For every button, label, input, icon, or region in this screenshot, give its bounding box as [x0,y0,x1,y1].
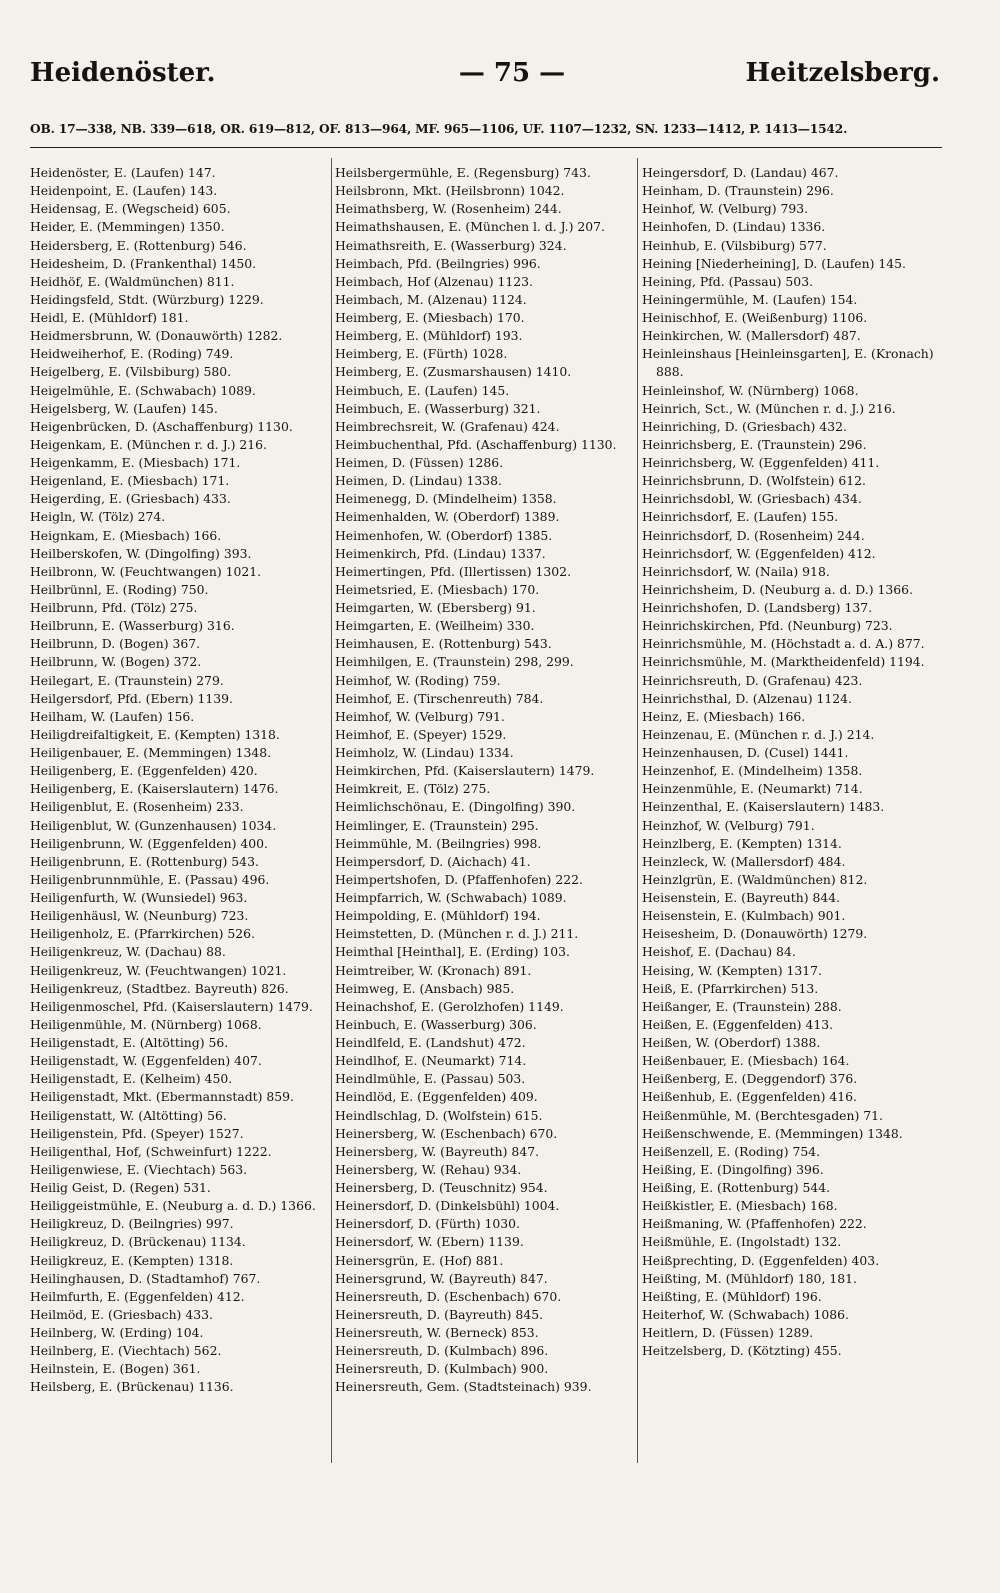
gazetteer-entry: Heigelberg, E. (Vilsbiburg) 580. [30,364,232,380]
gazetteer-entry: Heinersdorf, W. (Ebern) 1139. [335,1234,524,1250]
gazetteer-entry: Heinrichsbrunn, D. (Wolfstein) 612. [642,473,866,489]
gazetteer-entry: Heißting, E. (Mühldorf) 196. [642,1288,822,1304]
gazetteer-entry: Heinersberg, W. (Rehau) 934. [335,1161,522,1177]
gazetteer-entry: Heiligenbrunnmühle, E. (Passau) 496. [30,871,270,887]
gazetteer-entry: Heimberg, E. (Miesbach) 170. [335,310,525,325]
gazetteer-entry: Heimhof, W. (Velburg) 791. [335,708,505,724]
gazetteer-entry: Heiligenstatt, W. (Altötting) 56. [30,1107,227,1123]
gazetteer-entry: Heiligkreuz, D. (Beilngries) 997. [30,1216,234,1232]
gazetteer-entry: Heimbuch, E. (Wasserburg) 321. [335,400,541,416]
gazetteer-entry: Heimen, D. (Füssen) 1286. [335,455,504,470]
gazetteer-entry: Heiligenmoschel, Pfd. (Kaiserslautern) 1479. [30,998,313,1014]
header-first-entry: Heidenöster. [30,58,216,88]
gazetteer-entry: Heimberg, E. (Zusmarshausen) 1410. [335,364,572,380]
gazetteer-entry: Heimenegg, D. (Mindelheim) 1358. [335,491,557,507]
gazetteer-entry: Heinrichskirchen, Pfd. (Neunburg) 723. [642,618,893,634]
gazetteer-entry: Heilnstein, E. (Bogen) 361. [30,1361,201,1377]
gazetteer-entry: Heilnberg, W. (Erding) 104. [30,1325,204,1340]
gazetteer-entry: Heinersreuth, D. (Kulmbach) 896. [335,1343,549,1359]
gazetteer-entry: Heimathsreith, E. (Wasserburg) 324. [335,237,567,253]
gazetteer-entry: Heilberskofen, W. (Dingolfing) 393. [30,545,252,561]
gazetteer-entry: Heißting, M. (Mühldorf) 180, 181. [642,1270,857,1286]
gazetteer-entry: Heimetsried, E. (Miesbach) 170. [335,581,540,597]
gazetteer-entry: Heimkirchen, Pfd. (Kaiserslautern) 1479. [335,763,595,779]
gazetteer-entry: Heimholz, W. (Lindau) 1334. [335,745,514,760]
gazetteer-entry: Heinham, D. (Traunstein) 296. [642,183,834,199]
gazetteer-entry: Heiligenthal, Hof, (Schweinfurt) 1222. [30,1143,272,1159]
gazetteer-entry: Heiligenwiese, E. (Viechtach) 563. [30,1161,248,1177]
gazetteer-entry: Heiligenbrunn, E. (Rottenburg) 543. [30,853,259,869]
entry-column-1 [30,164,328,1397]
gazetteer-entry: Heimkreit, E. (Tölz) 275. [335,781,491,797]
gazetteer-entry: Heishof, E. (Dachau) 84. [642,944,796,960]
gazetteer-entry: Heimtreiber, W. (Kronach) 891. [335,962,532,978]
gazetteer-entry: Heinrichsberg, W. (Eggenfelden) 411. [642,455,880,470]
gazetteer-entry: Heigenkam, E. (München r. d. J.) 216. [30,436,267,452]
gazetteer-entry: Heimpfarrich, W. (Schwabach) 1089. [335,890,567,905]
gazetteer-entry: Heimstetten, D. (München r. d. J.) 211. [335,926,579,942]
gazetteer-entry: Heindlmühle, E. (Passau) 503. [335,1071,526,1087]
gazetteer-entry: Heilinghausen, D. (Stadtamhof) 767. [30,1270,261,1286]
gazetteer-entry: Heiligenstadt, Mkt. (Ebermannstadt) 859. [30,1089,294,1105]
gazetteer-entry: Heimen, D. (Lindau) 1338. [335,473,502,489]
gazetteer-entry: Heimathshausen, E. (München l. d. J.) 207. [335,219,605,235]
gazetteer-entry: Heimhof, W. (Roding) 759. [335,672,501,688]
gazetteer-entry: Heinrichsmühle, M. (Höchstadt a. d. A.) 877. [642,636,925,652]
gazetteer-entry: Heigelmühle, E. (Schwabach) 1089. [30,382,256,398]
gazetteer-entry: Heimgarten, W. (Ebersberg) 91. [335,600,536,615]
gazetteer-entry: Heiligenbauer, E. (Memmingen) 1348. [30,745,272,760]
gazetteer-entry: Heindlfeld, E. (Landshut) 472. [335,1035,526,1050]
gazetteer-entry: Heilegart, E. (Traunstein) 279. [30,672,224,688]
gazetteer-entry: Heiligdreifaltigkeit, E. (Kempten) 1318. [30,726,280,742]
gazetteer-entry: Heimbach, Pfd. (Beilngries) 996. [335,255,541,271]
gazetteer-entry: Heiligenfurth, W. (Wunsiedel) 963. [30,890,248,905]
gazetteer-entry: Heinhofen, D. (Lindau) 1336. [642,219,826,235]
gazetteer-entry: Heimbrechsreit, W. (Grafenau) 424. [335,418,560,434]
gazetteer-entry: Heinersgrün, E. (Hof) 881. [335,1252,504,1268]
gazetteer-entry: Heilham, W. (Laufen) 156. [30,708,195,724]
gazetteer-entry: Heilbronn, W. (Feuchtwangen) 1021. [30,563,262,579]
gazetteer-entry: Heinischhof, E. (Weißenburg) 1106. [642,310,868,325]
gazetteer-entry: Heißmühle, E. (Ingolstadt) 132. [642,1234,842,1250]
gazetteer-entry: Heimbach, M. (Alzenau) 1124. [335,291,527,307]
gazetteer-entry: Heimhof, E. (Tirschenreuth) 784. [335,690,544,706]
gazetteer-entry: Heinzlberg, E. (Kempten) 1314. [642,835,842,851]
entry-column-3 [642,164,940,1360]
gazetteer-entry: Heinersreuth, D. (Kulmbach) 900. [335,1361,549,1377]
gazetteer-entry: Heindlhof, E. (Neumarkt) 714. [335,1053,527,1069]
gazetteer-entry: Heinrichsreuth, D. (Grafenau) 423. [642,672,863,688]
gazetteer-entry: Heinkirchen, W. (Mallersdorf) 487. [642,328,861,344]
gazetteer-entry: Heilsbronn, Mkt. (Heilsbronn) 1042. [335,183,565,199]
gazetteer-entry: Heinersreuth, Gem. (Stadtsteinach) 939. [335,1379,592,1395]
gazetteer-entry: Heißprechting, D. (Eggenfelden) 403. [642,1252,880,1268]
gazetteer-entry: Heilmfurth, E. (Eggenfelden) 412. [30,1288,245,1304]
gazetteer-entry: Heilnberg, E. (Viechtach) 562. [30,1343,222,1359]
gazetteer-entry: Heiligenstadt, E. (Altötting) 56. [30,1035,229,1050]
gazetteer-entry: Heißen, E. (Eggenfelden) 413. [642,1016,834,1032]
gazetteer-entry: Heinersgrund, W. (Bayreuth) 847. [335,1270,548,1286]
gazetteer-entry: Heigln, W. (Tölz) 274. [30,509,166,525]
header-rule [30,147,942,148]
page-number: — 75 — [458,58,566,88]
gazetteer-entry: Heinzhof, W. (Velburg) 791. [642,817,815,833]
gazetteer-entry: Heidingsfeld, Stdt. (Würzburg) 1229. [30,291,264,307]
gazetteer-entry: Heißanger, E. (Traunstein) 288. [642,998,842,1014]
gazetteer-entry: Heinbuch, E. (Wasserburg) 306. [335,1016,537,1032]
gazetteer-entry: Heimpertshofen, D. (Pfaffenhofen) 222. [335,871,583,887]
gazetteer-entry: Heigenbrücken, D. (Aschaffenburg) 1130. [30,418,293,434]
column-divider-1 [331,158,332,1463]
gazetteer-entry: Heinrich, Sct., W. (München r. d. J.) 216. [642,400,896,416]
gazetteer-entry: Heimbach, Hof (Alzenau) 1123. [335,273,533,289]
gazetteer-entry: Heining [Niederheining], D. (Laufen) 145. [642,255,906,271]
gazetteer-entry: Heigerding, E. (Griesbach) 433. [30,491,231,507]
gazetteer-entry: Heimmühle, M. (Beilngries) 998. [335,835,542,851]
gazetteer-entry: Heidesheim, D. (Frankenthal) 1450. [30,255,257,271]
gazetteer-entry: Heidmersbrunn, W. (Donauwörth) 1282. [30,328,283,344]
gazetteer-entry: Heinersberg, W. (Bayreuth) 847. [335,1143,540,1159]
gazetteer-entry: Heinrichsheim, D. (Neuburg a. d. D.) 1366. [642,581,913,597]
gazetteer-entry: Heimthal [Heinthal], E. (Erding) 103. [335,944,570,960]
gazetteer-entry: Heinrichsberg, E. (Traunstein) 296. [642,436,867,452]
gazetteer-entry: Heißenberg, E. (Deggendorf) 376. [642,1071,858,1087]
gazetteer-entry: Heilsberg, E. (Brückenau) 1136. [30,1379,234,1395]
gazetteer-entry: Heinachshof, E. (Gerolzhofen) 1149. [335,998,564,1014]
gazetteer-entry: Heidensag, E. (Wegscheid) 605. [30,201,231,217]
gazetteer-entry: Heimenhofen, W. (Oberdorf) 1385. [335,527,553,543]
column-divider-2 [637,158,638,1463]
gazetteer-entry: Heiligenhäusl, W. (Neunburg) 723. [30,908,249,924]
gazetteer-entry: Heidenpoint, E. (Laufen) 143. [30,183,218,199]
gazetteer-entry: Heignkam, E. (Miesbach) 166. [30,527,222,543]
gazetteer-entry: Heißenzell, E. (Roding) 754. [642,1143,821,1159]
gazetteer-entry: Heiningermühle, M. (Laufen) 154. [642,291,858,307]
gazetteer-entry: Heinleinshaus [Heinleinsgarten], E. (Kronach) 888. [642,346,934,380]
running-header [30,58,940,98]
gazetteer-entry: Heinzenhausen, D. (Cusel) 1441. [642,745,849,760]
gazetteer-entry: Heinrichsmühle, M. (Marktheidenfeld) 1194. [642,654,925,670]
gazetteer-entry: Heinzenmühle, E. (Neumarkt) 714. [642,781,863,797]
gazetteer-entry: Heising, W. (Kempten) 1317. [642,962,822,978]
gazetteer-entry: Heinleinshof, W. (Nürnberg) 1068. [642,382,859,398]
gazetteer-entry: Heinersberg, D. (Teuschnitz) 954. [335,1180,548,1195]
gazetteer-entry: Heinersreuth, D. (Eschenbach) 670. [335,1288,562,1304]
gazetteer-entry: Heisenstein, E. (Kulmbach) 901. [642,908,846,924]
gazetteer-entry: Heining, Pfd. (Passau) 503. [642,273,814,289]
gazetteer-entry: Heimenhalden, W. (Oberdorf) 1389. [335,509,560,525]
gazetteer-entry: Heimenkirch, Pfd. (Lindau) 1337. [335,545,546,561]
gazetteer-entry: Heidenöster, E. (Laufen) 147. [30,165,216,180]
gazetteer-entry: Heidhöf, E. (Waldmünchen) 811. [30,273,235,289]
gazetteer-entry: Heimhof, E. (Speyer) 1529. [335,726,507,742]
header-last-entry: Heitzelsberg. [745,58,940,88]
gazetteer-entry: Heimlichschönau, E. (Dingolfing) 390. [335,799,576,815]
gazetteer-entry: Heimberg, E. (Fürth) 1028. [335,346,508,362]
gazetteer-entry: Heimgarten, E. (Weilheim) 330. [335,618,535,634]
gazetteer-entry: Heilbrünnl, E. (Roding) 750. [30,581,209,597]
gazetteer-entry: Heiligenstadt, W. (Eggenfelden) 407. [30,1053,262,1069]
gazetteer-entry: Heimweg, E. (Ansbach) 985. [335,980,515,996]
gazetteer-entry: Heitlern, D. (Füssen) 1289. [642,1325,814,1340]
gazetteer-entry: Heinriching, D. (Griesbach) 432. [642,418,847,434]
gazetteer-entry: Heimathsberg, W. (Rosenheim) 244. [335,201,562,217]
gazetteer-entry: Heinrichsthal, D. (Alzenau) 1124. [642,690,852,706]
gazetteer-entry: Heidweiherhof, E. (Roding) 749. [30,346,234,362]
gazetteer-entry: Heisenstein, E. (Bayreuth) 844. [642,890,841,905]
gazetteer-entry: Heiligenberg, E. (Kaiserslautern) 1476. [30,781,279,797]
gazetteer-entry: Heinersreuth, W. (Berneck) 853. [335,1325,539,1340]
gazetteer-entry: Heiligenblut, W. (Gunzenhausen) 1034. [30,817,277,833]
gazetteer-entry: Heilgersdorf, Pfd. (Ebern) 1139. [30,690,233,706]
gazetteer-entry: Heinzenau, E. (München r. d. J.) 214. [642,726,875,742]
gazetteer-entry: Heilmöd, E. (Griesbach) 433. [30,1306,213,1322]
gazetteer-entry: Heinzleck, W. (Mallersdorf) 484. [642,853,846,869]
gazetteer-entry: Heinersdorf, D. (Dinkelsbühl) 1004. [335,1198,560,1214]
gazetteer-entry: Heiligenstadt, E. (Kelheim) 450. [30,1071,233,1087]
gazetteer-entry: Heiligenstein, Pfd. (Speyer) 1527. [30,1125,244,1141]
gazetteer-entry: Heißen, W. (Oberdorf) 1388. [642,1035,821,1050]
gazetteer-entry: Heingersdorf, D. (Landau) 467. [642,165,839,180]
gazetteer-entry: Heilbrunn, W. (Bogen) 372. [30,654,202,670]
gazetteer-entry: Heißing, E. (Rottenburg) 544. [642,1180,831,1195]
gazetteer-entry: Heilig Geist, D. (Regen) 531. [30,1180,211,1195]
gazetteer-entry: Heißmaning, W. (Pfaffenhofen) 222. [642,1216,867,1232]
gazetteer-entry: Heißing, E. (Dingolfing) 396. [642,1161,824,1177]
gazetteer-entry: Heinhub, E. (Vilsbiburg) 577. [642,237,827,253]
gazetteer-entry: Heinersreuth, D. (Bayreuth) 845. [335,1306,544,1322]
gazetteer-entry: Heisesheim, D. (Donauwörth) 1279. [642,926,868,942]
gazetteer-entry: Heimpersdorf, D. (Aichach) 41. [335,853,531,869]
gazetteer-entry: Heiligenkreuz, W. (Dachau) 88. [30,944,226,960]
gazetteer-entry: Heiligenberg, E. (Eggenfelden) 420. [30,763,258,779]
gazetteer-entry: Heiligenbrunn, W. (Eggenfelden) 400. [30,835,268,851]
gazetteer-entry: Heinz, E. (Miesbach) 166. [642,708,806,724]
gazetteer-entry: Heiligenkreuz, W. (Feuchtwangen) 1021. [30,962,287,978]
gazetteer-entry: Heinrichsdobl, W. (Griesbach) 434. [642,491,862,507]
gazetteer-entry: Heinzenhof, E. (Mindelheim) 1358. [642,763,863,779]
gazetteer-entry: Heigenkamm, E. (Miesbach) 171. [30,455,241,470]
gazetteer-entry: Heiß, E. (Pfarrkirchen) 513. [642,980,819,996]
gazetteer-entry: Heimlinger, E. (Traunstein) 295. [335,817,539,833]
gazetteer-entry: Heiligenblut, E. (Rosenheim) 233. [30,799,244,815]
gazetteer-entry: Heißenschwende, E. (Memmingen) 1348. [642,1125,903,1141]
gazetteer-entry: Heitzelsberg, D. (Kötzting) 455. [642,1343,842,1359]
gazetteer-entry: Heindlschlag, D. (Wolfstein) 615. [335,1107,543,1123]
gazetteer-entry: Heilbrunn, D. (Bogen) 367. [30,636,201,652]
gazetteer-entry: Heilbrunn, E. (Wasserburg) 316. [30,618,235,634]
gazetteer-entry: Heißenmühle, M. (Berchtesgaden) 71. [642,1107,883,1123]
gazetteer-entry: Heidl, E. (Mühldorf) 181. [30,310,189,325]
gazetteer-entry: Heißenhub, E. (Eggenfelden) 416. [642,1089,857,1105]
gazetteer-entry: Heinhof, W. (Velburg) 793. [642,201,809,217]
gazetteer-entry: Heilsbergermühle, E. (Regensburg) 743. [335,165,591,180]
gazetteer-entry: Heimbuch, E. (Laufen) 145. [335,382,510,398]
gazetteer-entry: Heinersdorf, D. (Fürth) 1030. [335,1216,520,1232]
gazetteer-entry: Heimhilgen, E. (Traunstein) 298, 299. [335,654,574,670]
gazetteer-entry: Heidersberg, E. (Rottenburg) 546. [30,237,247,253]
gazetteer-entry: Heiligenholz, E. (Pfarrkirchen) 526. [30,926,255,942]
gazetteer-entry: Heimbuchenthal, Pfd. (Aschaffenburg) 1130. [335,436,617,452]
gazetteer-entry: Heider, E. (Memmingen) 1350. [30,219,225,235]
gazetteer-entry: Heimpolding, E. (Mühldorf) 194. [335,908,541,924]
gazetteer-entry: Heinersberg, W. (Eschenbach) 670. [335,1125,558,1141]
gazetteer-entry: Heinrichsdorf, W. (Naila) 918. [642,563,830,579]
gazetteer-entry: Heiligenkreuz, (Stadtbez. Bayreuth) 826. [30,980,289,996]
gazetteer-entry: Heinrichsdorf, E. (Laufen) 155. [642,509,839,525]
district-index-legend: OB. 17—338, NB. 339—618, OR. 619—812, OF. 813—964, MF. 965—1106, UF. 1107—1232, SN. 1233—1412, P. 1413—1542. [30,122,848,136]
gazetteer-entry: Heilbrunn, Pfd. (Tölz) 275. [30,600,198,615]
entry-column-2 [335,164,633,1397]
gazetteer-entry: Heimhausen, E. (Rottenburg) 543. [335,636,552,652]
gazetteer-entry: Heindlöd, E. (Eggenfelden) 409. [335,1089,538,1105]
gazetteer-entry: Heinzenthal, E. (Kaiserslautern) 1483. [642,799,885,815]
gazetteer-entry: Heiliggeistmühle, E. (Neuburg a. d. D.) 1366. [30,1198,316,1214]
gazetteer-entry: Heigenland, E. (Miesbach) 171. [30,473,230,489]
gazetteer-entry: Heißenbauer, E. (Miesbach) 164. [642,1053,850,1069]
gazetteer-entry: Heinrichsdorf, W. (Eggenfelden) 412. [642,545,876,561]
gazetteer-entry: Heigelsberg, W. (Laufen) 145. [30,400,218,416]
gazetteer-entry: Heinrichsdorf, D. (Rosenheim) 244. [642,527,865,543]
gazetteer-entry: Heiligkreuz, E. (Kempten) 1318. [30,1252,234,1268]
gazetteer-entry: Heiligenmühle, M. (Nürnberg) 1068. [30,1016,262,1032]
gazetteer-entry: Heißkistler, E. (Miesbach) 168. [642,1198,838,1214]
gazetteer-entry: Heinrichshofen, D. (Landsberg) 137. [642,600,873,615]
gazetteer-entry: Heiligkreuz, D. (Brückenau) 1134. [30,1234,246,1250]
gazetteer-entry: Heinzlgrün, E. (Waldmünchen) 812. [642,871,868,887]
gazetteer-entry: Heimertingen, Pfd. (Illertissen) 1302. [335,563,572,579]
gazetteer-entry: Heiterhof, W. (Schwabach) 1086. [642,1306,849,1322]
gazetteer-entry: Heimberg, E. (Mühldorf) 193. [335,328,523,344]
